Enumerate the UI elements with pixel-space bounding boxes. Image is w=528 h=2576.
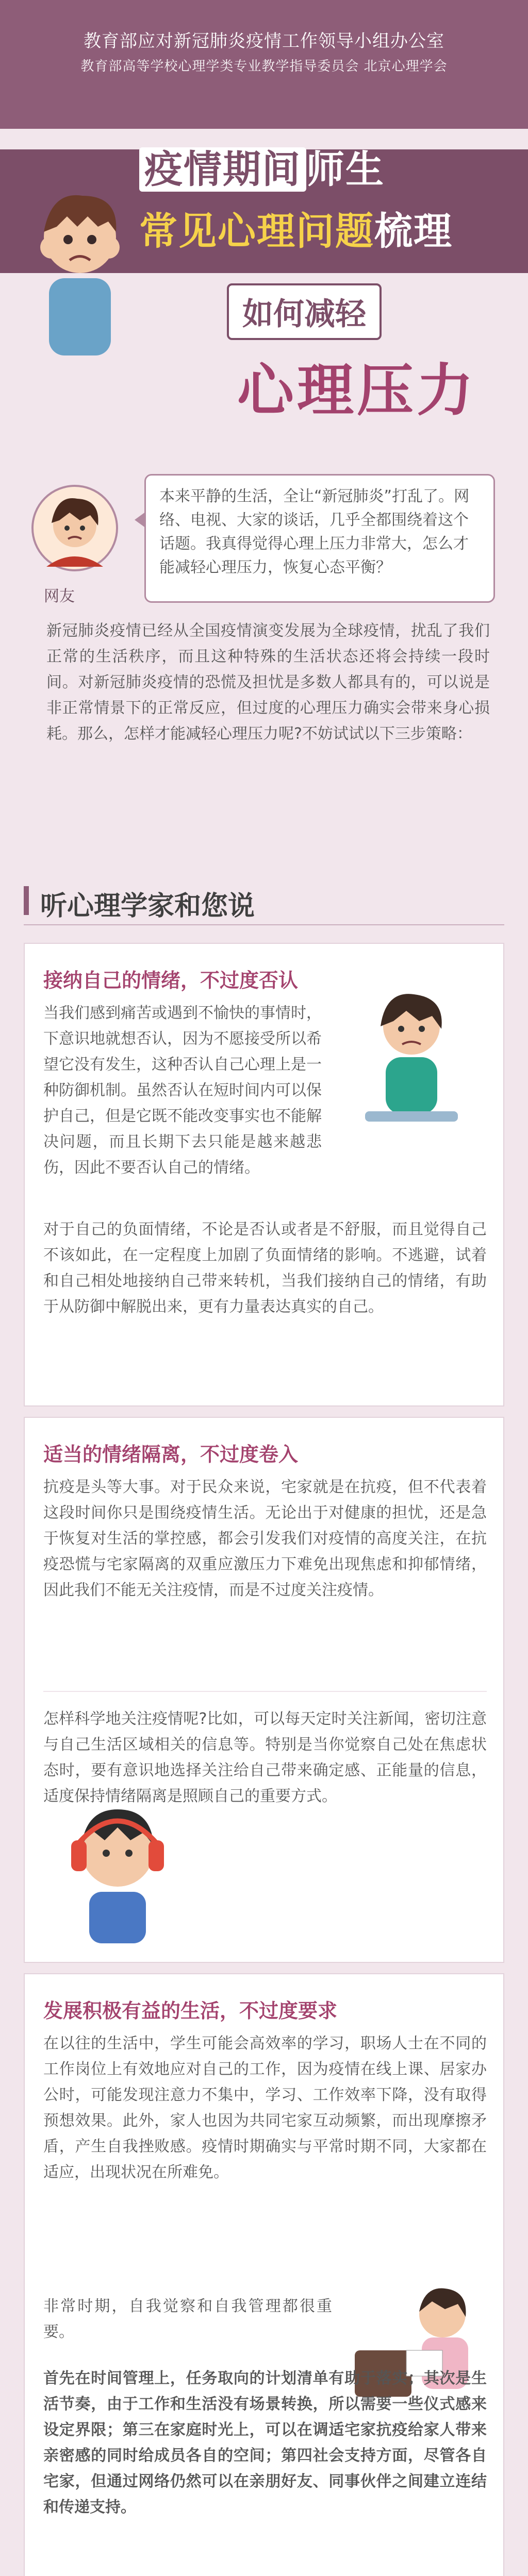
card-title: 接纳自己的情绪，不过度否认 <box>43 969 299 992</box>
hero-subtitle-2: 心理压力 <box>237 358 476 423</box>
section-heading-bar <box>24 886 29 915</box>
hero-title-line-1 <box>139 139 385 194</box>
sad-girl-illustration <box>344 980 478 1134</box>
question-block <box>0 464 528 613</box>
card-paragraph: 在以往的生活中，学生可能会高效率的学习，职场人士在不同的工作岗位上有效地应对自己的工作，因为疫情在线上课、居家办公时，可能发现注意力不集中，学习、工作效率下降，没有取得预想效果。此外，家人也因为共同宅家互动频繁，而出现摩擦矛盾，产生自我挫败感。疫情时期确实与平常时期不同，大家都在适应，出现状况在所难免。 <box>43 2035 487 2181</box>
netizen-avatar-icon <box>31 484 119 572</box>
card-paragraph: 对于自己的负面情绪，不论是否认或者是不舒服，而且觉得自己不该如此，在一定程度上加剧了负面情绪的影响。不逃避，试着和自己相处地接纳自己带来转机，当我们接纳自己的情绪，有助于从防御中解脱出来，更有力量表达真实的自己。 <box>43 1221 487 1316</box>
hero-title-part-a: 师生 <box>306 147 385 192</box>
hero-title-line-2 <box>139 201 453 256</box>
intro-paragraph: 新冠肺炎疫情已经从全国疫情演变发展为全球疫情，扰乱了我们正常的生活秩序，而且这种特殊的生活状态还将会持续一段时间。对新冠肺炎疫情的恐慌及担忧是多数人都具有的，可以说是非正常情景下的正常反应，但过度的心理压力确实会带来身心损耗。那么，怎样才能减轻心理压力呢?不妨试试以下三步策略： <box>46 622 490 743</box>
section-heading-rule <box>24 924 504 925</box>
hero <box>0 129 528 459</box>
card-paragraph-bold: 首先在时间管理上，任务取向的计划清单有助于落实；其次是生活节奏，由于工作和生活没有场景转换，所以需要一些仪式感来设定界限；第三在家庭时光上，可以在调适宅家抗疫给家人带来亲密感的同时给成员各自的空间；第四社会支持方面，尽管各自宅家，但通过网络仍然可以在亲朋好友、同事伙伴之间建立连结和传递支持。 <box>43 2369 487 2516</box>
card-title: 发展积极有益的生活，不过度要求 <box>43 1999 338 2022</box>
hero-title-emphasis: 常见心理问题 <box>139 209 374 253</box>
section-heading <box>0 871 528 927</box>
card-accept-emotions <box>24 943 504 1406</box>
section-heading-label: 听心理学家和您说 <box>40 891 255 922</box>
card-paragraph: 怎样科学地关注疫情呢?比如，可以每天定时关注新闻，密切注意与自己生活区域相关的信息等。特别是当你觉察自己处在焦虑状态时，要有意识地选择关注给自己带来确定感、正能量的信息，适度保持情绪隔离是照顾自己的重要方式。 <box>43 1710 487 1805</box>
asker-label: 网友 <box>44 587 75 605</box>
card-divider <box>43 1691 487 1692</box>
card-paragraph: 非常时期，自我觉察和自我管理都很重要。 <box>43 2297 332 2341</box>
card-emotion-isolation <box>24 1417 504 1963</box>
hero-title-part-b: 梳理 <box>374 209 453 253</box>
stressed-person-illustration <box>21 175 139 361</box>
headphone-kid-illustration <box>40 1789 195 1954</box>
hero-title-highlight: 疫情期间 <box>139 147 306 192</box>
hero-subtitle-1: 如何减轻 <box>227 283 382 340</box>
question-bubble: 本来平静的生活，全让“新冠肺炎”打乱了。网络、电视、大家的谈话，几乎全都围绕着这个话题。我真得觉得心理上压力非常大，怎么才能减轻心理压力，恢复心态平衡？ <box>144 474 495 603</box>
card-title: 适当的情绪隔离，不过度卷入 <box>43 1443 299 1466</box>
card-positive-life <box>24 1973 504 2576</box>
header-banner <box>0 0 528 129</box>
card-paragraph: 抗疫是头等大事。对于民众来说，宅家就是在抗疫，但不代表着这段时间你只是围绕疫情生活。无论出于对健康的担忧，还是急于恢复对生活的掌控感，都会引发我们对疫情的高度关注，在抗疫恐慌与宅家隔离的双重应激压力下难免出现焦虑和抑郁情绪，因此我们不能无关注疫情，而是不过度关注疫情。 <box>43 1478 487 1599</box>
org-line-2: 教育部高等学校心理学类专业教学指导委员会 北京心理学会 <box>80 59 448 74</box>
card-paragraph: 当我们感到痛苦或遇到不愉快的事情时，下意识地就想否认，因为不愿接受所以希望它没有发生，这种否认自己心理上是一种防御机制。虽然否认在短时间内可以保护自己，但是它既不能改变事实也不能解决问题，而且长期下去只能是越来越悲伤，因此不要否认自己的情绪。 <box>43 1004 322 1177</box>
card-paragraph-continued <box>210 1789 484 1943</box>
org-line-1: 教育部应对新冠肺炎疫情工作领导小组办公室 <box>84 31 444 52</box>
